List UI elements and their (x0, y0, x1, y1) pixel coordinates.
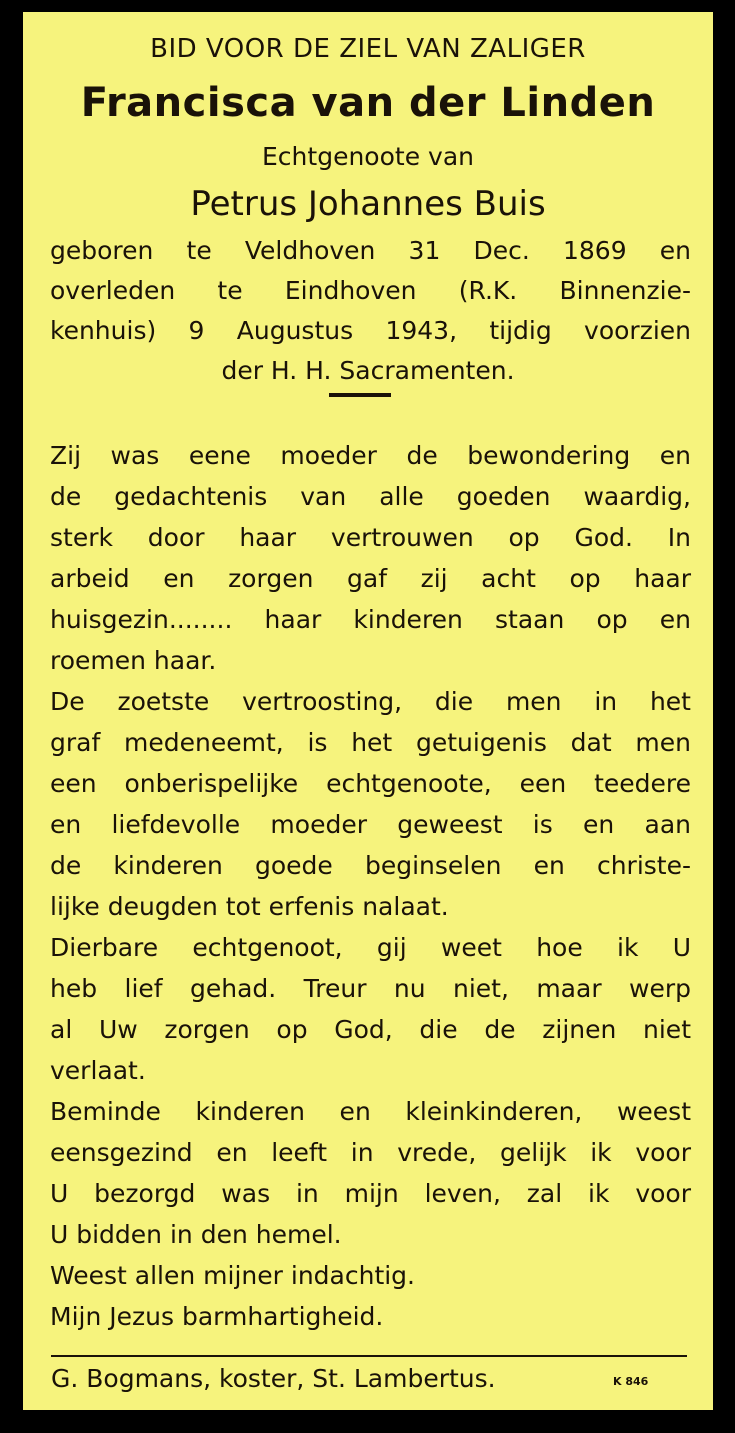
body-line: en liefdevolle moeder geweest is en aan (50, 810, 691, 839)
footer-divider (51, 1355, 687, 1357)
body-line: lijke deugden tot erfenis nalaat. (50, 892, 449, 921)
body-line: Weest allen mijner indachtig. (50, 1261, 416, 1290)
body-line: arbeid en zorgen gaf zij acht op haar (50, 564, 691, 593)
body-line: Mijn Jezus barmhartigheid. (50, 1302, 384, 1331)
body-line: een onberispelijke echtgenoote, een teedere (50, 769, 691, 798)
divider (329, 393, 391, 397)
intro-line: geboren te Veldhoven 31 Dec. 1869 en (50, 236, 691, 265)
prayer-heading: BID VOOR DE ZIEL VAN ZALIGER (150, 34, 586, 64)
body-line: heb lief gehad. Treur nu niet, maar werp (50, 974, 691, 1003)
body-line: graf medeneemt, is het getuigenis dat men (50, 728, 691, 757)
body-line: verlaat. (50, 1056, 146, 1085)
intro-line: overleden te Eindhoven (R.K. Binnenzie- (50, 276, 691, 305)
body-line: de kinderen goede beginselen en christe- (50, 851, 691, 880)
body-line: Beminde kinderen en kleinkinderen, weest (50, 1097, 691, 1126)
relation-text: Echtgenoote van (262, 142, 474, 171)
spouse-name: Petrus Johannes Buis (190, 184, 546, 224)
deceased-name: Francisca van der Linden (80, 80, 656, 126)
body-line: Zij was eene moeder de bewondering en (50, 441, 691, 470)
body-line: de gedachtenis van alle goeden waardig, (50, 482, 691, 511)
body-line: U bezorgd was in mijn leven, zal ik voor (50, 1179, 691, 1208)
body-line: huisgezin........ haar kinderen staan op en (50, 605, 691, 634)
intro-line: der H. H. Sacramenten. (221, 356, 515, 385)
body-line: Dierbare echtgenoot, gij weet hoe ik U (50, 933, 691, 962)
memorial-card (23, 12, 713, 1410)
intro-line: kenhuis) 9 Augustus 1943, tijdig voorzien (50, 316, 691, 345)
print-code: K 846 (613, 1375, 649, 1388)
body-line: eensgezind en leeft in vrede, gelijk ik voor (50, 1138, 691, 1167)
body-line: De zoetste vertroosting, die men in het (50, 687, 691, 716)
body-line: al Uw zorgen op God, die de zijnen niet (50, 1015, 691, 1044)
body-line: U bidden in den hemel. (50, 1220, 342, 1249)
body-line: roemen haar. (50, 646, 217, 675)
printer-credit: G. Bogmans, koster, St. Lambertus. (51, 1364, 496, 1393)
body-line: sterk door haar vertrouwen op God. In (50, 523, 691, 552)
